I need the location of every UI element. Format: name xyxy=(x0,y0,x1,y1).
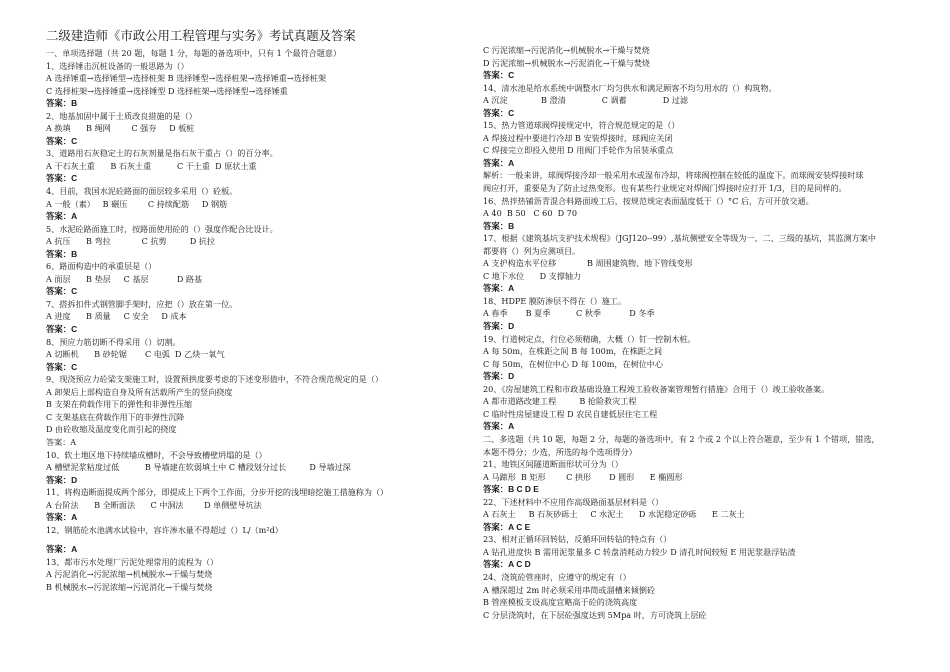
text-line: C 分层浇筑时，在下层砼强度达到 5Mpa 时，方可浇筑上层砼 xyxy=(483,609,707,620)
text-line: A 进度 B 质量 C 安全 D 成本 xyxy=(46,311,187,322)
answer-line: 答案：A xyxy=(483,421,515,432)
text-line: A 石灰土 B 石灰砂砾土 C 水泥土 D 水泥稳定砂砾 E 二灰土 xyxy=(483,509,745,520)
text-line: C 地下水位 D 支撑轴力 xyxy=(483,270,582,281)
text-line: 本题不得分；少选，所选的每个选项得分） xyxy=(483,446,637,457)
answer-line: 答案：A xyxy=(46,512,78,523)
text-line: 二、多选题（共 10 题，每题 2 分，每题的备选项中，有 2 个或 2 个以上符合题意，至少有 1 个错项，错选， xyxy=(483,433,880,444)
text-line: 24、浇筑砼管座时，应遵守的规定有（） xyxy=(483,571,631,582)
text-line: 20、《房屋建筑工程和市政基础设施工程竣工验收备案管理暂行措施》合用于（）竣工验收备案。 xyxy=(483,383,830,394)
answer-line: 答案：A xyxy=(483,157,515,168)
text-line: C 临时性房屋建设工程 D 农民自建低层住宅工程 xyxy=(483,408,658,419)
text-line: 阀应打开，重要是为了防止过热变形。也有某些行业规定对焊阀门焊接时应打开 1/3，目的是同样的。 xyxy=(483,183,847,194)
answer-line: 答案：A C D xyxy=(483,559,531,570)
text-line: 都要将（）列为应测项目。 xyxy=(483,245,581,256)
answer-line: 答案：C xyxy=(46,173,78,184)
text-line: D 污泥浓缩→机械脱水→污泥消化→干燥与焚烧 xyxy=(483,57,651,68)
answer-line: 答案：C xyxy=(483,70,515,81)
text-line: 23、相对正循环回转钻，反循环回转钻的特点有（） xyxy=(483,534,672,545)
text-line: A 40 B 50 C 60 D 70 xyxy=(483,208,577,219)
text-line: A 每 50m，在株距之间 B 每 100m，在株距之间 xyxy=(483,346,663,357)
text-line: 19、行道树定点，行位必须精确，大概（）钉一控制木桩。 xyxy=(483,333,696,344)
text-line: 21、地铁区间隧道断面形状可分为（） xyxy=(483,459,623,470)
text-line: D 由砼收缩及温度变化而引起的挠度 xyxy=(46,424,177,435)
spacer xyxy=(46,536,446,543)
answer-line: 答案：A xyxy=(46,211,78,222)
answer-line: 答案：C xyxy=(46,286,78,297)
left-column xyxy=(46,28,446,594)
text-line: 5、水泥砼路面施工时，按路面使用砼的（）强度作配合比设计。 xyxy=(46,223,278,234)
answer-line: 答案：B xyxy=(46,248,78,259)
answer-line: 答案：B xyxy=(46,98,78,109)
page-title: 二级建造师《市政公用工程管理与实务》考试真题及答案 xyxy=(46,28,356,43)
answer-line: 答案：C xyxy=(46,324,78,335)
text-line: 7、搭拆扣件式钢管脚手架时，应把（）放在第一位。 xyxy=(46,298,238,309)
text-line: 3、道路用石灰稳定土的石灰剂量是指石灰干重占（）的百分率。 xyxy=(46,148,278,159)
answer-line: 答案：B C D E xyxy=(483,484,539,495)
text-line: 8、预应力筋切断不得采用（）切割。 xyxy=(46,336,181,347)
text-line: A 台阶法 B 全断面法 C 中洞法 D 单侧壁导坑法 xyxy=(46,499,262,510)
text-line: C 每 50m，在树位中心 D 每 100m，在树位中心 xyxy=(483,358,663,369)
left-lines xyxy=(46,47,446,594)
answer-line: 答案：A xyxy=(46,436,77,447)
answer-line: 答案：D xyxy=(483,321,515,332)
text-line: C 污泥浓缩→污泥消化→机械脱水→干燥与焚烧 xyxy=(483,45,650,55)
text-line: A 污泥消化→污泥浓缩→机械脱水→干燥与焚烧 xyxy=(46,569,213,580)
text-line: A 都市道路改建工程 B 抢险救灾工程 xyxy=(483,396,637,407)
text-line: A 卸架后上部构造自身及所有活载所产生的竖向挠度 xyxy=(46,386,233,397)
answer-line: 答案：D xyxy=(46,474,78,485)
text-line: B 机械脱水→污泥浓缩→污泥消化→干燥与焚烧 xyxy=(46,581,213,592)
text-line: A 马蹄形 B 矩形 C 拱形 D 圆形 E 椭圆形 xyxy=(483,471,683,482)
text-line: B 支架在荷载作用下的弹性和非弹性压缩 xyxy=(46,399,193,410)
text-line: A 春季 B 夏季 C 秋季 D 冬季 xyxy=(483,308,655,319)
text-line: 10、软土地区地下持续墙成槽时，不会导致槽壁坍塌的是（） xyxy=(46,449,267,460)
text-line: 15、热力管道球阀焊接规定中，符合规范规定的是（） xyxy=(483,120,680,131)
text-line: A 焊接过程中要进行冷却 B 安装焊接时，球阀应关闭 xyxy=(483,132,673,143)
text-line: 22、下述材料中不应用作高级路面基层材料是（） xyxy=(483,496,664,507)
text-line: 17、根据《建筑基坑支护技术规程》（JGJ120--99）,基坑侧壁安全等级为一、二、三级的基坑，其监测方案中 xyxy=(483,233,876,244)
text-line: 18、HDPE 膜防渗层不得在（）施工。 xyxy=(483,295,626,306)
text-line: 13、都市污水处理厂污泥处理常用的流程为（） xyxy=(46,556,219,567)
right-column xyxy=(483,44,903,621)
text-line: A 换填 B 绳网 C 强夯 D 板桩 xyxy=(46,123,195,134)
text-line: A 槽壁泥浆粘度过低 B 导墙建在软弱填土中 C 槽段划分过长 D 导墙过深 xyxy=(46,462,351,473)
text-line: 一、单项选择题（共 20 题，每题 1 分，每题的备选项中，只有 1 个最符合题意） xyxy=(46,48,342,58)
answer-line: 答案：A xyxy=(46,544,78,555)
text-line: C 焊接完立即投入使用 D 用阀门手轮作为吊装承重点 xyxy=(483,145,674,156)
right-lines xyxy=(483,44,903,621)
text-line: C 选择桩架→选择锤重→选择锤型 D 选择桩架→选择锤型→选择锤重 xyxy=(46,85,288,96)
text-line: 4、目前，我国水泥砼路面的面层较多采用（）砼板。 xyxy=(46,186,238,197)
text-line: A 抗压 B 弯拉 C 抗剪 D 抗拉 xyxy=(46,236,215,247)
text-line: 11、将构造断面提成两个部分，即提成上下两个工作面，分步开挖的浅埋暗挖施工措施称为（） xyxy=(46,487,389,498)
text-line: A 支护构造水平位移 B 周围建筑物、地下管线变形 xyxy=(483,258,693,269)
text-line: A 钻孔进度快 B 需用泥浆量多 C 转盘消耗动力较少 D 清孔时间较短 E 用泥浆悬浮钻渣 xyxy=(483,546,796,557)
answer-line: 答案：A xyxy=(483,283,515,294)
text-line: 1、选择锤击沉桩设备的一般思路为（） xyxy=(46,60,189,71)
text-line: 16、热拌热铺沥青混合料路面竣工后，按规范规定表面温度低于（）°C 后，方可开放交通。 xyxy=(483,195,814,206)
text-line: 12、钢筋砼水池满水试验中，容许渗水量不得超过（）L/（m²d） xyxy=(46,524,283,535)
answer-line: 答案：C xyxy=(483,107,515,118)
answer-line: 答案：C xyxy=(46,135,78,146)
answer-line: 答案：B xyxy=(483,220,515,231)
text-line: 9、现浇预应力砼梁支架施工时，设置预拱度要考虑的下述变形值中，不符合规范规定的是（） xyxy=(46,374,383,385)
text-line: A 面层 B 垫层 C 基层 D 路基 xyxy=(46,273,203,284)
text-line: 解析：一般来讲，球阀焊接冷却一般采用水或湿布冷却，将球阀控制在较低的温度下。而球阀安装焊接时球 xyxy=(483,170,864,181)
text-line: C 支架基底在荷载作用下的非弹性沉降 xyxy=(46,411,185,422)
text-line: 2、地基加固中属于土质改良措施的是（） xyxy=(46,110,197,121)
text-line: A 一般（素） B 碾压 C 持续配筋 D 钢筋 xyxy=(46,198,228,209)
answer-line: 答案：C xyxy=(46,361,78,372)
text-line: A 干石灰土重 B 石灰土重 C 干土重 D 原状土重 xyxy=(46,160,257,171)
answer-line: 答案：D xyxy=(483,371,515,382)
text-line: 14、清水池是给水系统中调整水厂均匀供水和满足顾客不均匀用水的（）构筑物。 xyxy=(483,82,777,93)
text-line: A 沉淀 B 澄清 C 调蓄 D 过滤 xyxy=(483,95,689,106)
text-line: 6、路面构造中的承重层是（） xyxy=(46,261,157,272)
text-line: A 选择锤重→选择锤型→选择桩架 B 选择锤型→选择桩架→选择锤重→选择桩架 xyxy=(46,73,327,84)
text-line: A 槽深超过 2m 时必须采用串筒或溜槽来倾倒砼 xyxy=(483,584,656,595)
text-line: B 管座模板支设高度宜略高于砼的浇筑高度 xyxy=(483,597,638,608)
answer-line: 答案：A C E xyxy=(483,521,531,532)
text-line: A 切断机 B 砂轮锯 C 电弧 D 乙炔一氧气 xyxy=(46,349,225,360)
